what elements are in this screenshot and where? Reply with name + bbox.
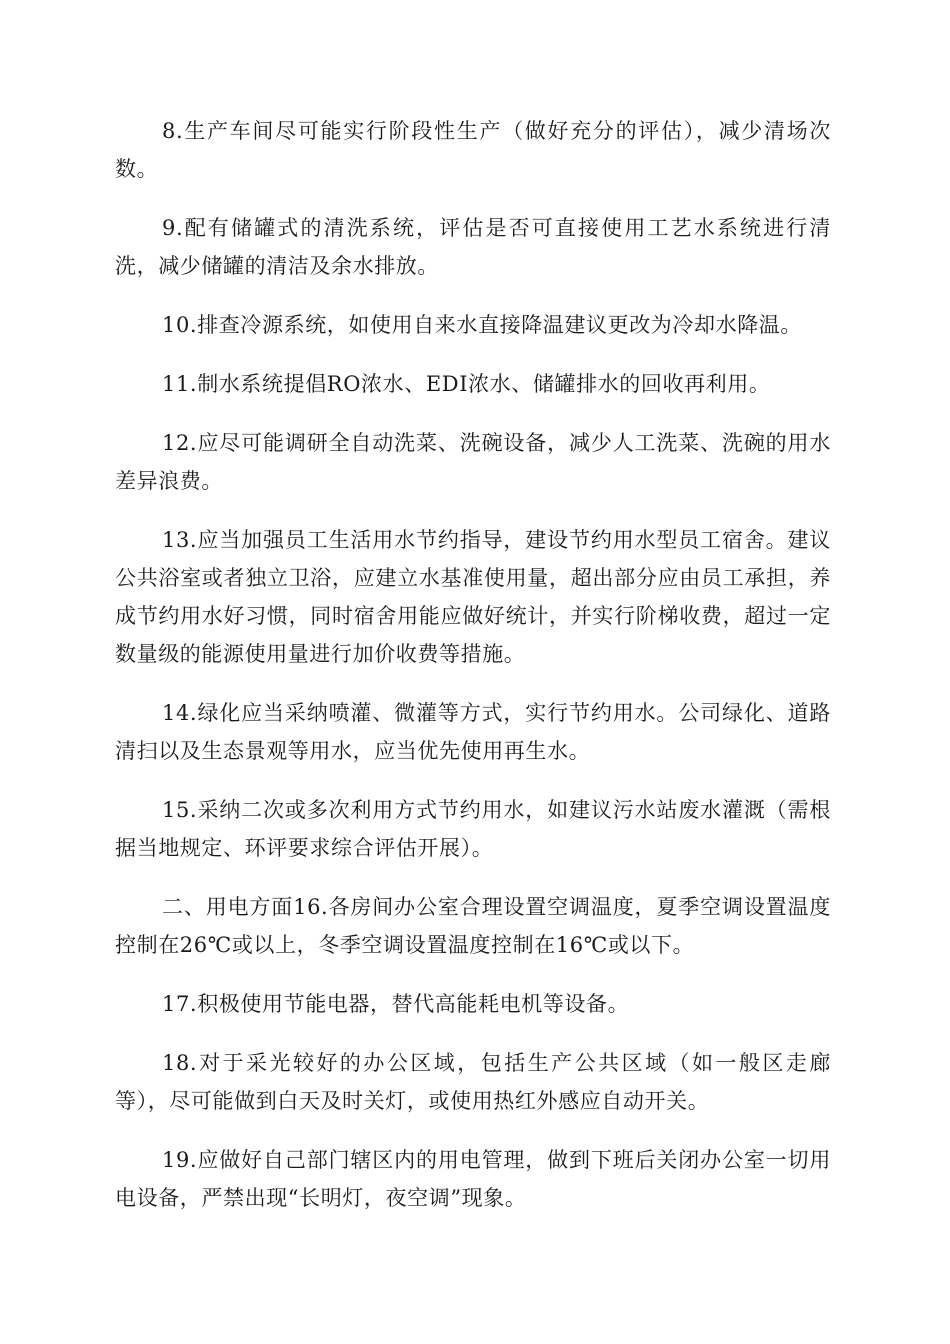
paragraph-item-15: 15.采纳二次或多次利用方式节约用水，如建议污水站废水灌溉（需根据当地规定、环评要求综合评估开展）。 [115, 798, 831, 860]
paragraph-item-12: 12.应尽可能调研全自动洗菜、洗碗设备，减少人工洗菜、洗碗的用水差异浪费。 [115, 431, 831, 493]
paragraph-item-14: 14.绿化应当采纳喷灌、微灌等方式，实行节约用水。公司绿化、道路清扫以及生态景观等用水，应当优先使用再生水。 [115, 701, 831, 763]
document-body [115, 112, 831, 1238]
paragraph-item-9: 9.配有储罐式的清洗系统，评估是否可直接使用工艺水系统进行清洗，减少储罐的清洁及余水排放。 [115, 216, 831, 278]
paragraph-item-10: 10.排查冷源系统，如使用自来水直接降温建议更改为冷却水降温。 [162, 313, 802, 337]
paragraph-item-18: 18.对于采光较好的办公区域，包括生产公共区域（如一般区走廊等），尽可能做到白天及时关灯，或使用热红外感应自动开关。 [115, 1051, 831, 1113]
paragraph-item-13: 13.应当加强员工生活用水节约指导，建设节约用水型员工宿舍。建议公共浴室或者独立卫浴，应建立水基准使用量，超出部分应由员工承担，养成节约用水好习惯，同时宿舍用能应做好统计，并实行阶梯收费，超过一定数量级的能源使用量进行加价收费等措施。 [115, 528, 831, 666]
paragraph-item-19: 19.应做好自己部门辖区内的用电管理，做到下班后关闭办公室一切用电设备，严禁出现“长明灯，夜空调”现象。 [115, 1148, 831, 1210]
paragraph-item-11: 11.制水系统提倡RO浓水、EDI浓水、储罐排水的回收再利用。 [162, 372, 771, 396]
paragraph-item-17: 17.积极使用节能电器，替代高能耗电机等设备。 [162, 992, 630, 1016]
paragraph-item-8: 8.生产车间尽可能实行阶段性生产（做好充分的评估），减少清场次数。 [115, 119, 831, 181]
paragraph-item-16: 二、用电方面16.各房间办公室合理设置空调温度，夏季空调设置温度控制在26℃或以上，冬季空调设置温度控制在16℃或以下。 [115, 895, 831, 957]
